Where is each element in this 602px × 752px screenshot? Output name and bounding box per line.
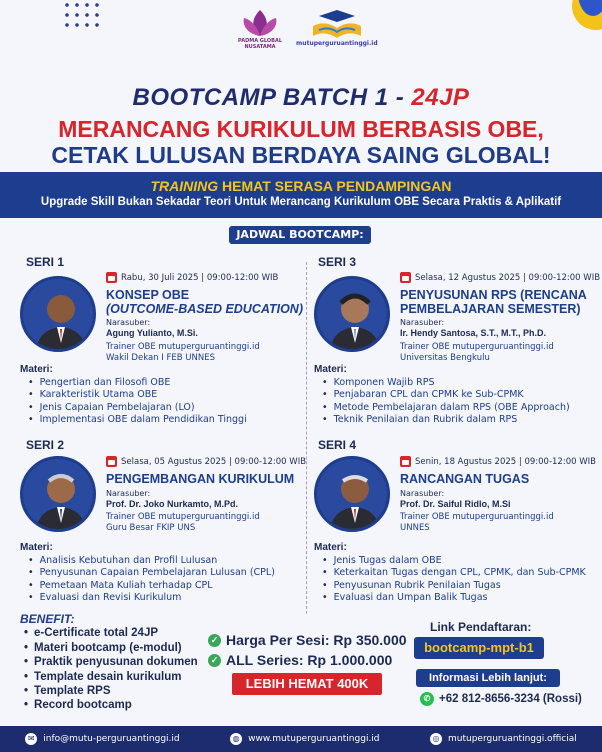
- materi-label: Materi:: [20, 542, 53, 553]
- list-item: • Praktik penyusunan dokumen: [24, 655, 198, 669]
- seri2-trainer: [106, 512, 260, 534]
- list-item: • e-Certificate total 24JP: [24, 626, 198, 640]
- seri4-materi: [314, 542, 586, 605]
- price-all-series-text: ALL Series: Rp 1.000.000: [226, 652, 393, 668]
- seri4-trainer-line: Trainer OBE mutuperguruantinggi.id: [400, 512, 554, 522]
- seri1-label: SERI 1: [26, 255, 65, 269]
- price-per-sesi: [208, 632, 407, 648]
- whatsapp-contact[interactable]: [420, 692, 582, 706]
- mail-icon: ✉: [25, 733, 37, 745]
- seri4-title1: RANCANGAN TUGAS: [400, 472, 530, 486]
- registration-link[interactable]: bootcamp-mpt-b1: [414, 637, 544, 659]
- narasuber-label: Narasuber:: [106, 489, 151, 498]
- footer-email-text: info@mutu-perguruantinggi.id: [43, 734, 180, 744]
- whatsapp-number: +62 812-8656-3234 (Rossi): [439, 693, 582, 705]
- list-item: • Penyusunan Rubrik Penilaian Tugas: [322, 580, 586, 593]
- seri4-date-text: Senin, 18 Agustus 2025 | 09:00-12:00 WIB: [415, 456, 596, 467]
- seri2-narasuber: [106, 488, 238, 510]
- list-item: • Materi bootcamp (e-modul): [24, 641, 198, 655]
- seri3-affil: Universitas Bengkulu: [400, 353, 490, 363]
- list-item: • Penjabaran CPL dan CPMK ke Sub-CPMK: [322, 389, 570, 402]
- link-label: Link Pendaftaran:: [430, 620, 532, 634]
- seri3-title2: PEMBELAJARAN SEMESTER): [400, 302, 581, 316]
- list-item: • Evaluasi dan Umpan Balik Tugas: [322, 592, 586, 605]
- seri4-narasuber: [400, 488, 511, 510]
- footer: [0, 726, 602, 752]
- seri3-title: [400, 288, 587, 316]
- column-divider: [306, 262, 307, 614]
- benefit-section: [20, 612, 198, 713]
- seri2-title: [106, 472, 294, 486]
- seri4-affil: UNNES: [400, 523, 430, 533]
- lotus-icon: [238, 6, 282, 38]
- mpt-logo: [296, 6, 378, 47]
- calendar-icon: [106, 272, 117, 283]
- padma-logo-text2: NUSATAMA: [244, 44, 276, 50]
- seri2-date: [106, 456, 306, 467]
- materi-label: Materi:: [314, 542, 347, 553]
- materi-label: Materi:: [20, 364, 53, 375]
- seri2-title1: PENGEMBANGAN KURIKULUM: [106, 472, 295, 486]
- whatsapp-icon: ✆: [420, 692, 434, 706]
- batch-prefix: BOOTCAMP BATCH 1 -: [132, 84, 412, 111]
- band-subtitle: Upgrade Skill Bukan Sekadar Teori Untuk Merancang Kurikulum OBE Secara Praktis & Aplikatif: [40, 196, 562, 208]
- narasuber-label: Narasuber:: [106, 318, 151, 327]
- price-per-sesi-text: Harga Per Sesi: Rp 350.000: [226, 632, 407, 648]
- seri2-date-text: Selasa, 05 Agustus 2025 | 09:00-12:00 WIB: [121, 456, 307, 467]
- seri3-materi: [314, 364, 570, 427]
- list-item: • Pengertian dan Filosofi OBE: [28, 377, 247, 390]
- seri2-trainer-line: Trainer OBE mutuperguruantinggi.id: [106, 512, 260, 522]
- globe-icon: ◍: [230, 733, 242, 745]
- logo-group: [238, 6, 378, 50]
- band-training: TRAINING: [150, 178, 219, 194]
- mpt-logo-text: mutuperguruantinggi.id: [296, 40, 378, 47]
- seri1-trainer: [106, 342, 260, 364]
- list-item: • Pemetaan Mata Kuliah terhadap CPL: [28, 580, 275, 593]
- footer-email[interactable]: [25, 733, 179, 745]
- jadwal-label: JADWAL BOOTCAMP:: [229, 226, 371, 244]
- info-label: Informasi Lebih lanjut:: [416, 669, 560, 687]
- subtitle-band: [0, 172, 602, 218]
- speaker2-photo: [20, 456, 96, 532]
- list-item: • Analisis Kebutuhan dan Profil Lulusan: [28, 555, 275, 568]
- seri3-trainer: [400, 342, 554, 364]
- list-item: • Jenis Tugas dalam OBE: [322, 555, 586, 568]
- calendar-icon: [400, 456, 411, 467]
- list-item: • Keterkaitan Tugas dengan CPL, CPMK, dan Sub-CPMK: [322, 567, 586, 580]
- list-item: • Template RPS: [24, 684, 198, 698]
- band-rest: HEMAT SERASA PENDAMPINGAN: [218, 178, 452, 194]
- seri2-materi: [20, 542, 275, 605]
- list-item: • Penyusunan Capaian Pembelajaran Lulusan (CPL): [28, 567, 275, 580]
- list-item: • Template desain kurikulum: [24, 670, 198, 684]
- seri2-label: SERI 2: [26, 438, 65, 452]
- seri3-title1: PENYUSUNAN RPS (RENCANA: [400, 288, 587, 302]
- seri4-trainer: [400, 512, 554, 534]
- calendar-icon: [400, 272, 411, 283]
- speaker1-photo: [20, 276, 96, 352]
- band-title: [0, 178, 602, 194]
- footer-website[interactable]: [230, 733, 379, 745]
- footer-instagram-text: mutuperguruantinggi.official: [448, 734, 577, 744]
- seri4-title: [400, 472, 529, 486]
- check-icon: ✓: [208, 654, 221, 667]
- batch-jp: 24JP: [411, 84, 470, 111]
- benefit-label: BENEFIT:: [20, 612, 75, 626]
- seri1-materi: [20, 364, 247, 427]
- list-item: • Metode Pembelajaran dalam RPS (OBE Approach): [322, 402, 570, 415]
- seri2-affil: Guru Besar FKIP UNS: [106, 523, 196, 533]
- seri2-speaker: Prof. Dr. Joko Nurkamto, M.Pd.: [106, 499, 239, 509]
- instagram-icon: ◎: [430, 733, 442, 745]
- speaker3-photo: [314, 276, 390, 352]
- seri1-affil: Wakil Dekan I FEB UNNES: [106, 353, 215, 363]
- footer-instagram[interactable]: [430, 733, 577, 745]
- decorative-dots: [62, 0, 102, 28]
- book-cap-icon: [305, 6, 369, 40]
- footer-website-text: www.mutuperguruantinggi.id: [248, 734, 380, 744]
- materi-label: Materi:: [314, 364, 347, 375]
- seri4-speaker: Prof. Dr. Saiful Ridlo, M.Si: [400, 499, 511, 509]
- headline-line1: MERANCANG KURIKULUM BERBASIS OBE,: [58, 116, 544, 142]
- batch-title: [0, 84, 602, 112]
- narasuber-label: Narasuber:: [400, 489, 445, 498]
- seri3-trainer-line: Trainer OBE mutuperguruantinggi.id: [400, 342, 554, 352]
- hemat-badge: LEBIH HEMAT 400K: [232, 673, 382, 695]
- speaker4-photo: [314, 456, 390, 532]
- seri1-title2: (OUTCOME-BASED EDUCATION): [106, 302, 303, 316]
- seri3-speaker: Ir. Hendy Santosa, S.T., M.T., Ph.D.: [400, 328, 547, 338]
- list-item: • Record bootcamp: [24, 698, 198, 712]
- seri1-speaker: Agung Yulianto, M.Si.: [106, 328, 198, 338]
- seri1-narasuber: [106, 317, 198, 339]
- seri1-date-text: Rabu, 30 Juli 2025 | 09:00-12:00 WIB: [121, 272, 279, 283]
- headline-line2: CETAK LULUSAN BERDAYA SAING GLOBAL!: [51, 142, 551, 168]
- padma-logo: [238, 6, 282, 50]
- seri3-date: [400, 272, 600, 283]
- seri1-trainer-line: Trainer OBE mutuperguruantinggi.id: [106, 342, 260, 352]
- check-icon: ✓: [208, 634, 221, 647]
- list-item: • Jenis Capaian Pembelajaran (LO): [28, 402, 247, 415]
- list-item: • Karakteristik Utama OBE: [28, 389, 247, 402]
- seri4-label: SERI 4: [318, 438, 357, 452]
- seri3-narasuber: [400, 317, 546, 339]
- price-all-series: [208, 652, 392, 668]
- list-item: • Komponen Wajib RPS: [322, 377, 570, 390]
- seri1-title1: KONSEP OBE: [106, 288, 190, 302]
- seri3-date-text: Selasa, 12 Agustus 2025 | 09:00-12:00 WIB: [415, 272, 601, 283]
- narasuber-label: Narasuber:: [400, 318, 445, 327]
- seri4-date: [400, 456, 596, 467]
- list-item: • Teknik Penilaian dan Rubrik dalam RPS: [322, 414, 570, 427]
- calendar-icon: [106, 456, 117, 467]
- list-item: • Evaluasi dan Revisi Kurikulum: [28, 592, 275, 605]
- seri3-label: SERI 3: [318, 255, 357, 269]
- list-item: • Implementasi OBE dalam Pendidikan Tinggi: [28, 414, 247, 427]
- seri1-date: [106, 272, 278, 283]
- seri1-title: [106, 288, 303, 316]
- padma-logo-text1: PADMA GLOBAL: [238, 38, 283, 44]
